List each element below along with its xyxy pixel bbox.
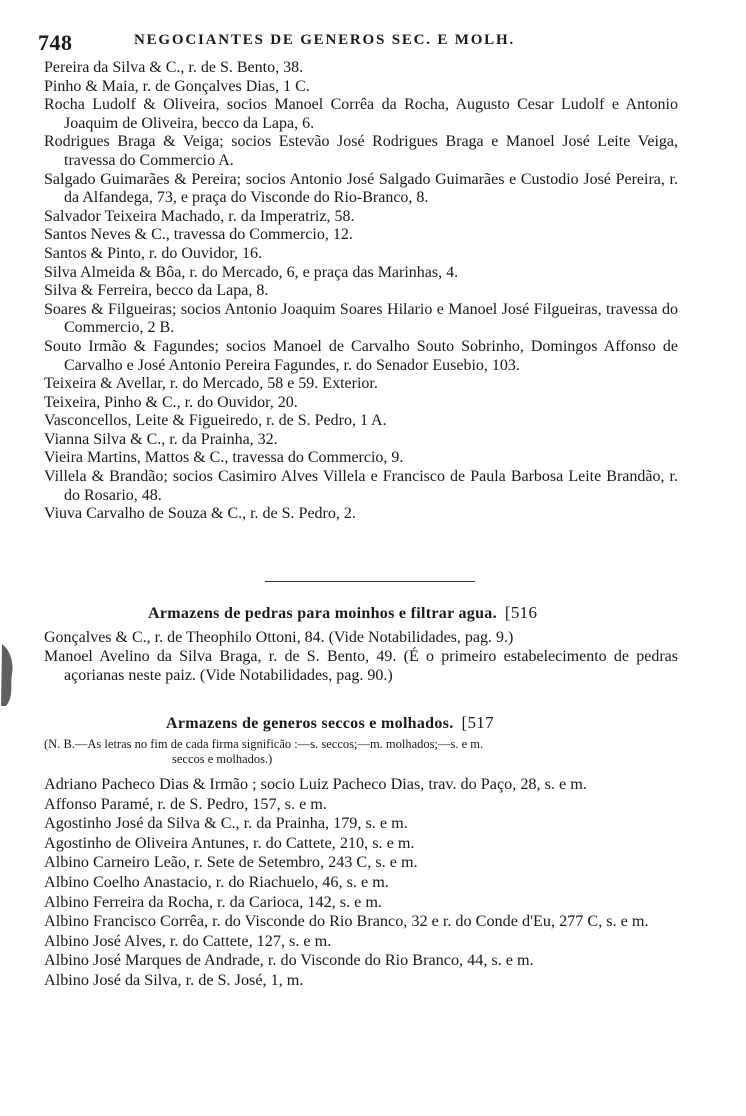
page-number: 748 (38, 30, 73, 55)
section-number: [517 (461, 713, 494, 732)
section-heading-dry-wet-goods (166, 713, 494, 733)
list-item: Albino José Marques de Andrade, r. do Visconde do Rio Branco, 44, s. e m. (44, 951, 534, 970)
list-item: Rodrigues Braga & Veiga; socios Estevão José Rodrigues Braga e Manoel José Leite Veiga, travessa do Commercio A. (44, 133, 678, 169)
list-item: Santos & Pinto, r. do Ouvidor, 16. (44, 244, 263, 262)
section-heading-mill-stones (148, 603, 537, 623)
section-title: Armazens de pedras para moinhos e filtrar agua. (148, 605, 497, 622)
list-item: Manoel Avelino da Silva Braga, r. de S. Bento, 49. (É o primeiro estabelecimento de pedras açorianas neste paiz. (Vide Notabilidades, pag. 90.) (44, 647, 678, 684)
section-title: Armazens de generos seccos e molhados. (166, 715, 454, 732)
list-item: Albino José da Silva, r. de S. José, 1, m. (44, 970, 304, 989)
list-item: Gonçalves & C., r. de Theophilo Ottoni, 84. (Vide Notabilidades, pag. 9.) (44, 629, 514, 646)
dry-wet-goods-list (44, 775, 678, 991)
list-item: Teixeira & Avellar, r. do Mercado, 58 e 59. Exterior. (44, 375, 378, 393)
abbreviation-note (44, 737, 684, 767)
list-item: Vianna Silva & C., r. da Prainha, 32. (44, 430, 278, 448)
list-item: Pereira da Silva & C., r. de S. Bento, 38. (44, 59, 304, 76)
list-item: Rocha Ludolf & Oliveira, socios Manoel Corrêa da Rocha, Augusto Cesar Ludolf e Antonio Joaquim de Oliveira, becco da Lapa, 6. (44, 96, 678, 132)
list-item: Salvador Teixeira Machado, r. da Imperatriz, 58. (44, 207, 355, 225)
list-item: Souto Irmão & Fagundes; socios Manoel de Carvalho Souto Sobrinho, Domingos Affonso de Carvalho e José Antonio Pereira Fagundes, r. do Senador Eusebio, 103. (44, 337, 678, 374)
list-item: Villela & Brandão; socios Casimiro Alves Villela e Francisco de Paula Barbosa Leite Brandão, r. do Rosario, 48. (44, 468, 678, 504)
list-item: Viuva Carvalho de Souza & C., r. de S. Pedro, 2. (44, 505, 356, 523)
list-item: Vieira Martins, Mattos & C., travessa do Commercio, 9. (44, 449, 404, 467)
list-item: Agostinho de Oliveira Antunes, r. do Cattete, 210, s. e m. (44, 833, 415, 852)
list-item: Albino José Alves, r. do Cattete, 127, s. e m. (44, 931, 332, 950)
mill-stones-list (44, 629, 678, 686)
list-item: Albino Ferreira da Rocha, r. da Carioca, 142, s. e m. (44, 892, 383, 911)
list-item: Albino Coelho Anastacio, r. do Riachuelo, 46, s. e m. (44, 872, 389, 891)
list-item: Teixeira, Pinho & C., r. do Ouvidor, 20. (44, 393, 298, 411)
margin-stain-mark (0, 640, 18, 710)
list-item: Vasconcellos, Leite & Figueiredo, r. de S. Pedro, 1 A. (44, 412, 387, 430)
list-item: Salgado Guimarães & Pereira; socios Antonio José Salgado Guimarães e Custodio José Pereira, r. da Alfandega, 73, e praça do Visconde do Rio-Branco, 8. (44, 170, 678, 207)
note-line: (N. B.—As letras no fim de cada firma significão :—s. seccos;—m. molhados;—s. e m. (44, 737, 484, 751)
merchant-list-continued (44, 59, 678, 524)
list-item: Soares & Filgueiras; socios Antonio Joaquim Soares Hilario e Manoel José Filgueiras, travessa do Commercio, 2 B. (44, 300, 678, 337)
list-item: Adriano Pacheco Dias & Irmão ; socio Luiz Pacheco Dias, trav. do Paço, 28, s. e m. (44, 775, 587, 793)
page-header (38, 28, 678, 54)
section-number: [516 (504, 603, 538, 622)
note-line: seccos e molhados.) (172, 752, 273, 766)
list-item: Santos Neves & C., travessa do Commercio, 12. (44, 226, 353, 244)
list-item: Affonso Paramé, r. de S. Pedro, 157, s. e m. (44, 794, 327, 813)
list-item: Albino Carneiro Leão, r. Sete de Setembro, 243 C, s. e m. (44, 853, 418, 872)
list-item: Albino Francisco Corrêa, r. do Visconde do Rio Branco, 32 e r. do Conde d'Eu, 277 C, s. e m. (44, 912, 649, 931)
list-item: Silva & Ferreira, becco da Lapa, 8. (44, 282, 269, 300)
list-item: Pinho & Maia, r. de Gonçalves Dias, 1 C. (44, 77, 310, 95)
running-title: NEGOCIANTES DE GENEROS SEC. E MOLH. (134, 32, 515, 48)
list-item: Silva Almeida & Bôa, r. do Mercado, 6, e praça das Marinhas, 4. (44, 263, 459, 281)
section-divider (265, 581, 475, 582)
list-item: Agostinho José da Silva & C., r. da Prainha, 179, s. e m. (44, 814, 408, 833)
